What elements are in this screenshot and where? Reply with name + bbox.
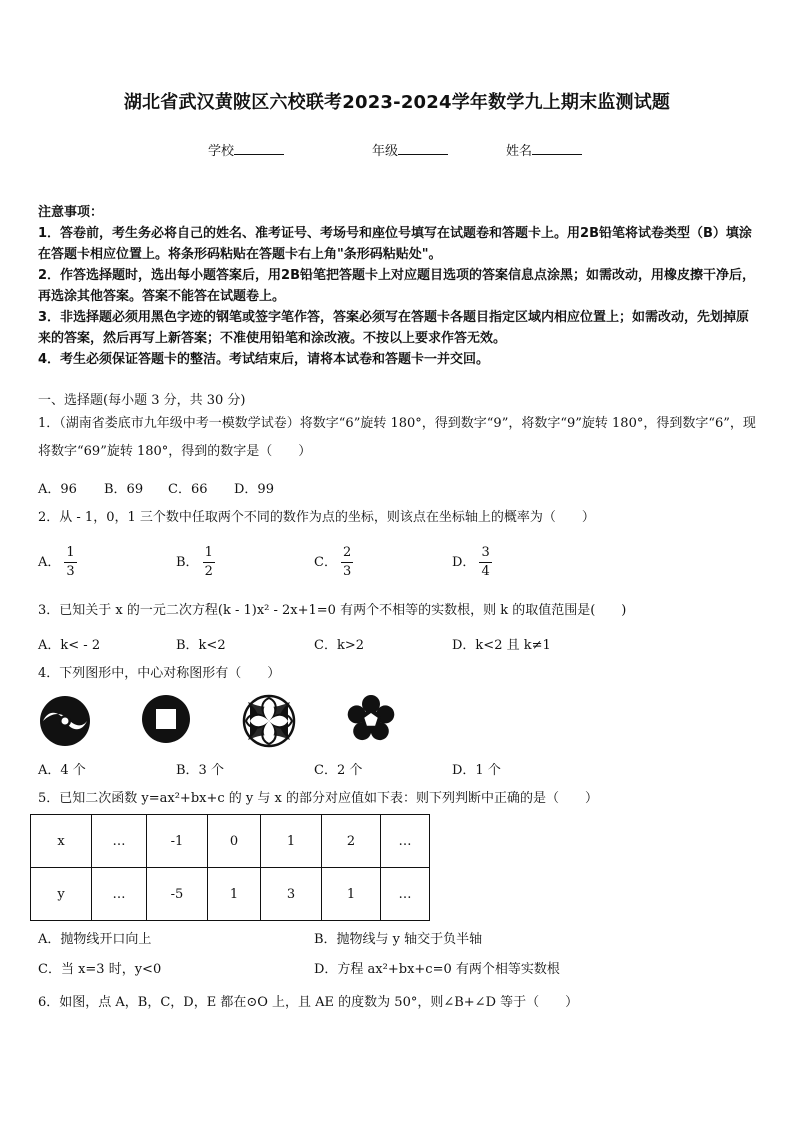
numerator: 1 [203, 544, 215, 563]
table-cell: x [31, 815, 92, 868]
q2-option-c [314, 544, 353, 581]
q4-option-d: D．1 个 [452, 763, 501, 778]
table-cell: … [92, 868, 147, 921]
name-label: 姓名 [506, 144, 533, 159]
q2-option-label: A． [38, 555, 61, 570]
q3-option-b: B．k<2 [176, 638, 226, 653]
q1-option-c: C．66 [168, 482, 208, 497]
table-cell: … [381, 815, 430, 868]
fraction [479, 544, 491, 581]
school-label: 学校 [208, 144, 235, 159]
numerator: 3 [479, 544, 491, 563]
q3-option-d: D．k<2 且 k≠1 [452, 638, 551, 653]
q4-option-c: C．2 个 [314, 763, 363, 778]
swirl-emblem-icon [38, 694, 92, 748]
pentagon-flower-icon [346, 694, 396, 744]
table-cell: 1 [208, 868, 261, 921]
value-table [30, 814, 430, 921]
q2-option-a [38, 544, 77, 581]
q4-option-a: A．4 个 [38, 763, 86, 778]
table-row [31, 868, 430, 921]
notes-block [38, 202, 760, 370]
four-petal-circle-icon [242, 694, 296, 748]
section-heading: 一、选择题(每小题 3 分，共 30 分) [38, 393, 246, 408]
table-cell: -5 [147, 868, 208, 921]
question-6-text: 6．如图，点 A，B，C，D，E 都在⊙O 上，且 AE 的度数为 50°，则∠B+∠D 等于（ ） [38, 995, 579, 1010]
q5-option-a: A．抛物线开口向上 [38, 932, 152, 947]
question-4-text: 4．下列图形中，中心对称图形有（ ） [38, 666, 281, 681]
q2-option-b [176, 544, 215, 581]
denominator: 4 [481, 564, 490, 579]
note-item: 4．考生必须保证答题卡的整洁。考试结束后，请将本试卷和答题卡一并交回。 [38, 352, 490, 367]
table-cell: -1 [147, 815, 208, 868]
table-cell: … [381, 868, 430, 921]
school-blank[interactable] [234, 142, 284, 155]
fraction [341, 544, 353, 581]
name-blank[interactable] [532, 142, 582, 155]
grade-field[interactable] [372, 140, 448, 159]
denominator: 2 [204, 564, 213, 579]
square-hole-coin-icon [141, 694, 191, 744]
table-cell: 2 [322, 815, 381, 868]
page-title: 湖北省武汉黄陂区六校联考2023-2024学年数学九上期末监测试题 [123, 92, 671, 113]
q1-option-a: A．96 [38, 482, 77, 497]
q1-option-d: D．99 [234, 482, 274, 497]
q2-option-d [452, 544, 492, 581]
q2-option-label: D． [452, 555, 476, 570]
name-field[interactable] [506, 140, 582, 159]
note-item: 1．答卷前，考生务必将自己的姓名、准考证号、考场号和座位号填写在试题卷和答题卡上。用2B铅笔将试卷类型（B）填涂在答题卡相应位置上。将条形码粘贴在答题卡右上角"条形码粘贴处"。 [38, 226, 752, 262]
numerator: 2 [341, 544, 353, 563]
fraction [64, 544, 76, 581]
table-row [31, 815, 430, 868]
q5-option-d: D．方程 ax²+bx+c=0 有两个相等实数根 [314, 962, 560, 977]
table-cell: 1 [322, 868, 381, 921]
table-cell: y [31, 868, 92, 921]
table-cell: 1 [261, 815, 322, 868]
question-2-text: 2．从 - 1，0，1 三个数中任取两个不同的数作为点的坐标，则该点在坐标轴上的概率为（ ） [38, 510, 595, 525]
q3-option-a: A．k< - 2 [38, 638, 101, 653]
denominator: 3 [66, 564, 75, 579]
table-cell: 3 [261, 868, 322, 921]
question-3-text: 3．已知关于 x 的一元二次方程(k - 1)x² - 2x+1=0 有两个不相等的实数根，则 k 的取值范围是( ) [38, 603, 627, 618]
q5-option-c: C．当 x=3 时，y<0 [38, 962, 162, 977]
q2-option-label: B． [176, 555, 199, 570]
q2-option-label: C． [314, 555, 337, 570]
numerator: 1 [64, 544, 76, 563]
q1-option-b: B．69 [104, 482, 144, 497]
q4-option-b: B．3 个 [176, 763, 224, 778]
q3-option-c: C．k>2 [314, 638, 364, 653]
question-1-text: 1．（湖南省娄底市九年级中考一模数学试卷）将数字“6”旋转 180°，得到数字“9”，将数字“9”旋转 180°，得到数字“6”，现将数字“69”旋转 180°，得到的数字是（ ） [38, 416, 756, 459]
fraction [203, 544, 215, 581]
table-cell: … [92, 815, 147, 868]
note-item: 2．作答选择题时，选出每小题答案后，用2B铅笔把答题卡上对应题目选项的答案信息点涂黑；如需改动，用橡皮擦干净后，再选涂其他答案。答案不能答在试题卷上。 [38, 268, 756, 304]
note-item: 3．非选择题必须用黑色字迹的钢笔或签字笔作答，答案必须写在答题卡各题目指定区域内相应位置上；如需改动，先划掉原来的答案，然后再写上新答案；不准使用铅笔和涂改液。不按以上要求作答无效。 [38, 310, 750, 346]
denominator: 3 [342, 564, 352, 579]
school-field[interactable] [208, 140, 284, 159]
question-5-text: 5．已知二次函数 y=ax²+bx+c 的 y 与 x 的部分对应值如下表：则下列判断中正确的是（ ） [38, 791, 598, 806]
grade-blank[interactable] [398, 142, 448, 155]
notes-heading: 注意事项： [38, 205, 104, 220]
table-cell: 0 [208, 815, 261, 868]
q5-option-b: B．抛物线与 y 轴交于负半轴 [314, 932, 483, 947]
grade-label: 年级 [372, 144, 399, 159]
